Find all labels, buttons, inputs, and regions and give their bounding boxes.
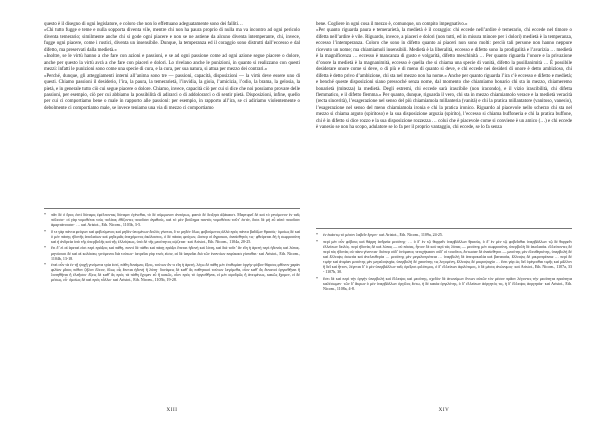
footnote [316,232,572,237]
footnote-text: ὅ τε γὰρ πάντα φεύγων καὶ φοβούμενος καὶ μηδὲν ὑπομένων δειλὸς γίνεται, ὅ τε μηδὲν ὅλως φοβούμενος ἀλλὰ πρὸς πάντα βαδίζων θρασύς· ὁμοίως δὲ καὶ ὁ μὲν πάσης ἡδονῆς ἀπολαύων καὶ μηδεμιᾶς ἀπεχόμενος ἀκόλαστος, ὁ δὲ πάσας φεύγων, ὥσπερ οἱ ἄγροικοι, ἀναίσθητός τις· φθείρεται δὴ ἡ σωφροσύνη καὶ ἡ ἀνδρεία ὑπὸ τῆς ὑπερβολῆς καὶ τῆς ἐλλείψεως, ὑπὸ δὲ τῆς μεσότητος σῴζεται· καὶ Aristot., Eth. Nicom., 1104a, 20-25. [51,228,300,244]
footnote [44,245,300,260]
footnote-text: ἐπεὶ οὖν τὰ ἐν τῇ ψυχῇ γινόμενα τρία ἐστί, πάθη δυνάμεις ἕξεις, τούτων ἄν τι εἴη ἡ ἀρετή. λέγω δὲ πάθη μὲν ἐπιθυμίαν ὀργὴν φόβον θάρσος φθόνον χαρὰν φιλίαν μῖσος πόθον ζῆλον ἔλεον, ὅλως οἷς ἕπεται ἡδονὴ ἢ λύπη· δυνάμεις δὲ καθ’ ἃς παθητικοὶ τούτων λεγόμεθα, οἷον καθ’ ἃς δυνατοὶ ὀργισθῆναι ἢ λυπηθῆναι ἢ ἐλεῆσαι· ἕξεις δὲ καθ’ ἃς πρὸς τὰ πάθη ἔχομεν εὖ ἢ κακῶς, οἷον πρὸς τὸ ὀργισθῆναι, εἰ μὲν σφοδρῶς ἢ ἀνειμένως, κακῶς ἔχομεν, εἰ δὲ μέσως, εὖ· ὁμοίως δὲ καὶ πρὸς τἆλλα· καὶ Aristot., Eth. Nicom., 1105b, 19-28. [51,262,300,283]
footnote-text: ἔτι δ’ εἰ αἱ ἀρεταί εἰσι περὶ πράξεις καὶ πάθη, παντὶ δὲ πάθει καὶ πάσῃ πράξει ἕπεται ἡδονὴ καὶ λύπη, καὶ διὰ τοῦτ’ ἂν εἴη ἡ ἀρετὴ περὶ ἡδονὰς καὶ λύπας. μηνύουσι δὲ καὶ αἱ κολάσεις γινόμεναι διὰ τούτων· ἰατρεῖαι γάρ τινές εἰσιν, αἱ δὲ ἰατρεῖαι διὰ τῶν ἐναντίων πεφύκασι γίνεσθαι· καὶ Aristot., Eth. Nicom., 1104b, 13-18. [51,245,300,261]
footnotes [44,208,300,284]
footnote-marker: * [316,275,318,281]
footnote-marker: * [44,228,46,234]
footnote-text: περὶ μὲν οὖν φόβους καὶ θάρρη ἀνδρεία μεσότης· … ὁ δ’ ἐν τῷ θαρρεῖν ὑπερβάλλων θρασύς, ὁ δ’ ἐν μὲν τῷ φοβεῖσθαι ὑπερβάλλων τῷ δὲ θαρρεῖν ἐλλείπων δειλός. περὶ ἡδονὰς δὲ καὶ λύπας — οὐ πάσας, ἧττον δὲ καὶ περὶ τὰς λύπας — μεσότης μὲν σωφροσύνη, ὑπερβολὴ δὲ ἀκολασία. ἐλλείποντες δὲ περὶ τὰς ἡδονὰς οὐ πάνυ γίνονται· διόπερ οὐδ’ ὀνόματος τετυχήκασιν οὐδ’ οἱ τοιοῦτοι, ἔστωσαν δὲ ἀναίσθητοι — μεσότης μὲν ἐλευθεριότης, ὑπερβολὴ δὲ καὶ ἔλλειψις ἀσωτία καὶ ἀνελευθερία … μεσότης μὲν μεγαλοπρέπεια … ὑπερβολὴ δὲ ἀπειροκαλία καὶ βαναυσία, ἔλλειψις δὲ μικροπρέπεια … περὶ δὲ τιμὴν καὶ ἀτιμίαν μεσότης μὲν μεγαλοψυχία, ὑπερβολὴ δὲ χαυνότης τις λεγομένη, ἔλλειψις δὲ μικροψυχία … ἔστι γὰρ ὡς δεῖ ὀρέγεσθαι τιμῆς καὶ μᾶλλον ἢ δεῖ καὶ ἧττον, λέγεται δ’ ὁ μὲν ὑπερβάλλων ταῖς ὀρέξεσι φιλότιμος, ὁ δ’ ἐλλείπων ἀφιλότιμος, ὁ δὲ μέσος ἀνώνυμος· καὶ Aristot., Eth. Nicom., 1107a, 33 - 1107b, 30. [323,238,572,274]
main-text [44,22,300,112]
footnotes [316,228,572,292]
paragraph: «Per quanto riguarda paura e temerarietà, la medietà è il coraggio: chi eccede nell’ardire è temerario, chi eccede nel timore o difetta nell’ardire è vile. Riguardo, invece, a piaceri e dolori (non tutti, ed in misura minore per i dolori) medietà è la temperanza, eccesso l’intemperanza. Coloro che sono in difetto quanto ai piaceri non sono molti: perciò tali persone non hanno neppure ricevuto un nome; ma chiamiamoli insensibili. Medietà è la liberalità, eccesso e difetto sono la prodigalità e l’avarizia … medietà è la magnificenza … eccesso è mancanza di gusto e volgarità, difetto meschinità … Per quanto riguarda l’onore e la privazione d’onore la medietà è la magnanimità, eccesso è quella che si chiama una specie di vanità, difetto la pusillanimità … È possibile desiderare onore come si deve, o di più e di meno di quanto si deve, e chi eccede nei desideri di onore è detto ambizioso, chi difetta è detto privo d’ambizione, chi sta nel mezzo non ha nome.» Anche per quanto riguarda l’ira c’è eccesso e difetto e medietà; e benché queste disposizioni siano pressoché senza nome, dal momento che chiamiamo bonario chi sta in mezzo, chiameremo bonarietà (mitezza) la medietà. Degli estremi, chi eccede sarà irascibile (non iracondo), e il vizio irascibilità, chi difetta flemmatico, e il difetto flemma.» Per quanto, dunque, riguarda il vero, chi sta in mezzo chiamiamolo verace e la medietà veracità (recta sincerità), l’esagerazione nel senso del più chiamiamola millanteria (vanità) e chi la pratica millantatore (vanitoso, vanesio), l’esagerazione nel senso del meno chiamiamola ironia e chi la pratica ironico. Riguardo al piacevole nello scherzo chi sta nel mezzo si chiama arguto (spiritoso) e la sua disposizione arguzia (spirito), l’eccesso si chiama buffoneria e chi la pratica buffone, chi è in difetto si dice rozzo e la sua disposizione rozzezza … colui che è piacevole come si conviene è un amico (…) e chi eccede è vanesio se non ha scopo, adulatore se lo fa per il proprio vantaggio, chi eccede, se lo fa senza [316,28,572,131]
footnote [316,239,572,274]
footnote [44,229,300,244]
main-text [316,22,572,132]
paragraph: questo è il disegno di ogni legislatore, e coloro che non lo effettuano adeguatamente sono dei falliti… [44,22,243,27]
right-page [316,22,572,414]
footnote-marker: * [44,212,46,217]
footnote-marker: * [316,238,318,244]
footnote-text: ἔστι δὲ καὶ περὶ τὴν ὀργὴν ὑπερβολὴ καὶ ἔλλειψις καὶ μεσότης, σχεδὸν δὲ ἀνωνύμων ὄντων αὐτῶν τὸν μέσον πρᾶον λέγοντες τὴν μεσότητα πραότητα καλέσωμεν· τῶν δ’ ἄκρων ὁ μὲν ὑπερβάλλων ὀργίλος ἔστω, ἡ δὲ κακία ὀργιλότης, ὁ δ’ ἐλλείπων ἀόργητός τις, ἡ δ’ ἔλλειψις ἀοργησία· καὶ Aristot., Eth. Nicom., 1108a, 4-8. [323,275,572,291]
left-page [44,22,300,414]
page-number: XIV [438,408,450,413]
footnote-marker: * [316,232,318,237]
paragraph: «Chi tutto fugge e teme e nulla sopporta diventa vile, mentre chi non ha paura proprio di nulla ma va incontro ad ogni pericolo diventa temerario; similmente anche chi si gode ogni piacere e non se ne astiene da alcuno diventa intemperante, chi, invece, fugge ogni piacere, come i rustici, diventa un insensibile. Dunque, la temperanza ed il coraggio sono distrutti dall’eccesso e dal difetto, ma preservati dalla medietà.» [44,28,300,53]
page-number: XIII [166,408,178,413]
footnote [44,262,300,282]
paragraph: bene. Cogliere in ogni cosa il mezzo è, comunque, un compito impegnativo.» [316,22,468,27]
footnote [44,212,300,227]
paragraph: «Perché, dunque, gli atteggiamenti interni all’anima sono tre — passioni, capacità, disposizioni — la virtù deve essere uno di questi. Chiamo passioni il desiderio, l’ira, la paura, la temerarietà, l’invidia, la gioia, l’amicizia, l’odio, la brama, la gelosia, la pietà, e in generale tutto ciò cui segue piacere o dolore. Chiamo, invece, capacità ciò per cui si dice che noi possiamo provare delle passioni, per esempio, ciò per cui abbiamo la possibilità di adirarci o di addolorarci o di sentir pietà. Disposizioni, infine, quello per cui ci comportiamo bene o male in rapporto alle passioni: per esempio, in rapporto all’ira, se ci adiriamo violentemente o debolmente ci comportiamo male, se invece teniamo una via di mezzo ci comportiamo [44,73,300,111]
footnote [316,276,572,291]
paragraph: «Inoltre, se le virtù hanno a che fare con azioni e passioni, e se ad ogni passione come ad ogni azione segue piacere o dolore, anche per questo la virtù avrà a che fare con piaceri e dolori. Lo rivelano anche le punizioni, in quanto si realizzano con questi mezzi: infatti le punizioni sono come una specie di cura, e la cura, per sua natura, si attua per mezzo dei contrari.» [44,54,300,73]
footnote-text: πᾶν δὲ ὁ ὅρος ἐστὶ δύναμις ἐφέλπονταϛ δύναμιν ἐγένεθαι, τὸ δὲ σύμφωνον ἀνπόρως, φαινὸ δὲ δειξησι ἀξάκαιστ. Μαρτυρεῖ δὲ καὶ τὸ γενόμενον ἐν ταῖς πόλεσιν· οἱ γὰρ νομοθέται τοὺς πολίτας ἐθίζοντες ποιοῦσιν ἀγαθούς, καὶ τὸ μὲν βούλημα παντὸς νομοθέτου τοῦτ’ ἐστίν, ὅσοι δὲ μὴ εὖ αὐτὸ ποιοῦσιν ἁμαρτάνουσιν· … καὶ Aristot., Eth. Nicom., 1103b, 3-5. [51,212,300,228]
footnote-marker: * [44,245,46,251]
footnote-text: ἐν ἑκάστῳ τὸ μέσον λαβεῖν ἔργον· καὶ Aristot., Eth. Nicom., 1109a, 24-25. [323,232,443,237]
footnote-marker: * [44,262,46,268]
